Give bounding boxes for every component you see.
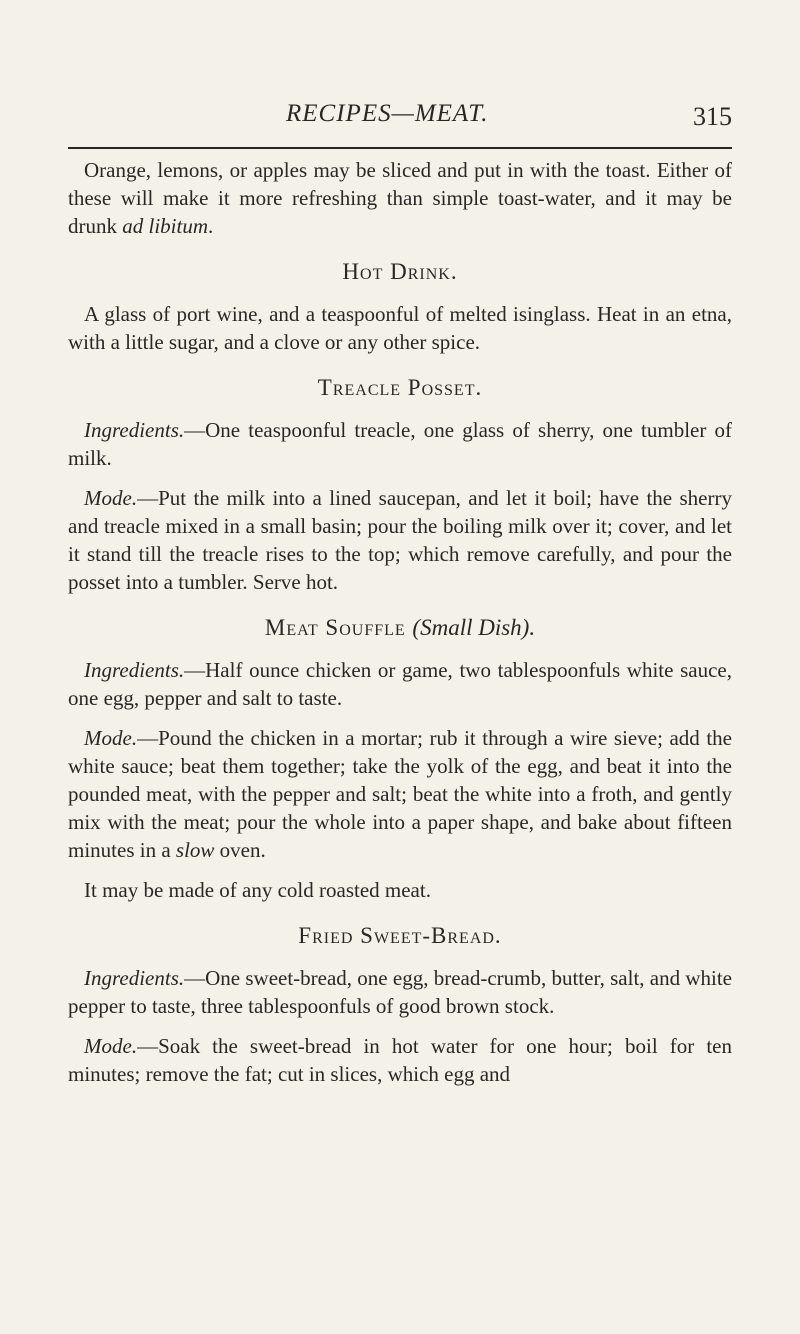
- ingredients-text: —Half ounce chicken or game, two tablespoonfuls white sauce, one egg, pepper and salt to taste.: [68, 658, 732, 710]
- treacle-posset-mode: [68, 484, 732, 596]
- meat-souffle-title: Meat Souffle: [264, 615, 406, 640]
- meat-souffle-mode: [68, 724, 732, 864]
- mode-italic-word: slow: [175, 838, 215, 862]
- running-head-title: RECIPES—MEAT.: [286, 100, 489, 127]
- ingredients-text: —One teaspoonful treacle, one glass of sherry, one tumbler of milk.: [68, 418, 732, 470]
- heading-hot-drink: Hot Drink.: [342, 259, 458, 284]
- mode-text: —Soak the sweet-bread in hot water for one hour; boil for ten minutes; remove the fat; cut in slices, which egg and: [68, 1034, 732, 1086]
- header-rule: [68, 147, 732, 149]
- hot-drink-paragraph: A glass of port wine, and a teaspoonful of melted isinglass. Heat in an etna, with a little sugar, and a clove or any other spice.: [68, 302, 732, 354]
- heading-meat-souffle: [68, 614, 732, 642]
- meat-souffle-subtitle: (Small Dish).: [412, 615, 536, 640]
- ingredients-text: —One sweet-bread, one egg, bread-crumb, butter, salt, and white pepper to taste, three tablespoonfuls of good brown stock.: [68, 966, 733, 1018]
- mode-label: Mode.: [84, 726, 138, 750]
- heading-treacle-posset: Treacle Posset.: [317, 375, 483, 400]
- intro-text-end: .: [208, 214, 214, 238]
- intro-text: Orange, lemons, or apples may be sliced and put in with the toast. Either of these will make it more refreshing than simple toast-water, and it may be drunk: [68, 158, 732, 238]
- page-body: [68, 156, 732, 1100]
- intro-paragraph: [68, 156, 732, 240]
- ingredients-label: Ingredients.: [84, 966, 185, 990]
- treacle-posset-ingredients: [68, 416, 732, 472]
- meat-souffle-ingredients: [68, 656, 732, 712]
- mode-text: —Put the milk into a lined saucepan, and let it boil; have the sherry and treacle mixed in a small basin; pour the boiling milk over it; cover, and let it stand till the treacle rises to the top; which remove carefully, and pour the posset into a tumbler. Serve hot.: [68, 486, 732, 594]
- mode-label: Mode.: [84, 486, 138, 510]
- running-head: [68, 98, 732, 138]
- mode-text-end: oven.: [214, 838, 266, 862]
- mode-label: Mode.: [84, 1034, 138, 1058]
- mode-text: —Pound the chicken in a mortar; rub it through a wire sieve; add the white sauce; beat them together; take the yolk of the egg, and beat it into the pounded meat, with the pepper and salt; beat the white into a froth, and gently mix with the meat; pour the whole into a paper shape, and bake about fifteen minutes in a: [68, 726, 732, 862]
- fried-sweet-bread-mode: [68, 1032, 732, 1088]
- ingredients-label: Ingredients.: [84, 658, 185, 682]
- ingredients-label: Ingredients.: [84, 418, 185, 442]
- intro-italic-phrase: ad libitum: [122, 214, 209, 238]
- heading-fried-sweet-bread: Fried Sweet-Bread.: [298, 923, 502, 948]
- page-number: 315: [693, 102, 732, 131]
- meat-souffle-note: It may be made of any cold roasted meat.: [84, 878, 431, 902]
- fried-sweet-bread-ingredients: [68, 964, 732, 1020]
